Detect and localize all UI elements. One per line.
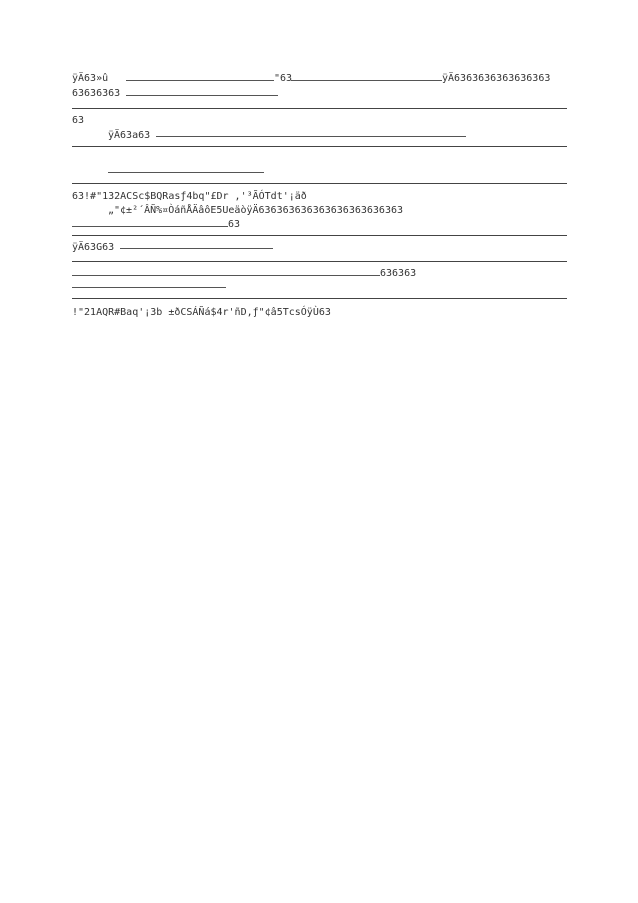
text-fragment-3: ÿÄ6363636363636363 [442, 73, 551, 84]
text-fragment-4: 63636363 [72, 88, 121, 99]
text-fragment-2: "63 [274, 73, 293, 84]
underline-1 [126, 80, 274, 81]
text-fragment-10: ÿÄ63G63 [72, 242, 115, 253]
underline-5 [108, 172, 264, 173]
underline-8 [72, 275, 380, 276]
text-fragment-1: ÿÄ63»û [72, 73, 109, 84]
horizontal-rule-6 [72, 298, 567, 299]
text-fragment-9: 63 [228, 219, 241, 230]
horizontal-rule-4 [72, 235, 567, 236]
text-fragment-7: 63!#"132ACSc$BQRasƒ4bq"£Dr ,'³ÃÓTdt'¡äð [72, 191, 307, 202]
underline-7 [120, 248, 273, 249]
underline-2 [291, 80, 442, 81]
horizontal-rule-1 [72, 108, 567, 109]
underline-4 [156, 136, 466, 137]
horizontal-rule-2 [72, 146, 567, 147]
underline-6 [72, 226, 228, 227]
underline-3 [126, 95, 278, 96]
horizontal-rule-3 [72, 183, 567, 184]
text-fragment-12: !"21AQR#Baq'¡3b ±ðCSÁÑá$4r'ñD,ƒ"¢â5TcsÓÿÙ63 [72, 307, 331, 318]
text-fragment-11: 636363 [380, 268, 417, 279]
text-fragment-6: ÿÄ63a63 [108, 130, 151, 141]
text-fragment-8: „"¢±²´ÂÑ%¤ÒáñÅÄâôE5UeäòÿÄ636363636363636363636363 [108, 205, 404, 216]
text-fragment-5: 63 [72, 115, 85, 126]
underline-9 [72, 287, 226, 288]
horizontal-rule-5 [72, 261, 567, 262]
